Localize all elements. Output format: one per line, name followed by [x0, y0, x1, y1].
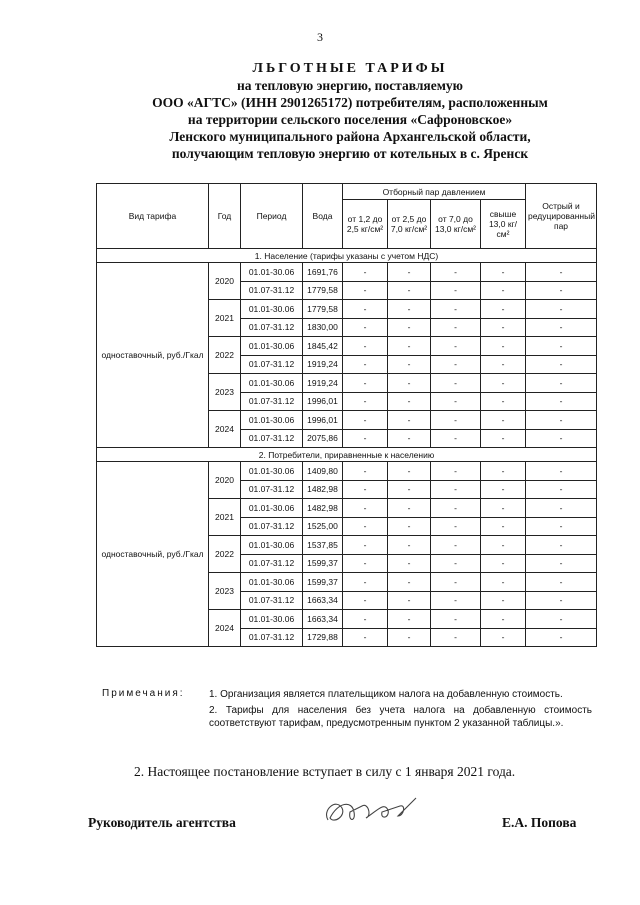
- empty-tariff-cell: -: [343, 462, 388, 481]
- water-tariff-cell: 1482,98: [303, 499, 343, 518]
- water-tariff-cell: 1599,37: [303, 554, 343, 573]
- water-tariff-cell: 1996,01: [303, 392, 343, 411]
- title-line-6: получающим тепловую энергию от котельных в с. Яренск: [171, 146, 529, 161]
- period-cell: 01.01-30.06: [241, 300, 303, 319]
- empty-tariff-cell: -: [526, 281, 597, 300]
- empty-tariff-cell: -: [526, 591, 597, 610]
- period-cell: 01.01-30.06: [241, 462, 303, 481]
- empty-tariff-cell: -: [388, 610, 431, 629]
- empty-tariff-cell: -: [431, 628, 481, 647]
- empty-tariff-cell: -: [388, 337, 431, 356]
- empty-tariff-cell: -: [526, 499, 597, 518]
- empty-tariff-cell: -: [343, 318, 388, 337]
- empty-tariff-cell: -: [343, 429, 388, 448]
- header-steam-group: Отборный пар давлением: [343, 184, 526, 200]
- water-tariff-cell: 1599,37: [303, 573, 343, 592]
- empty-tariff-cell: -: [388, 300, 431, 319]
- empty-tariff-cell: -: [343, 355, 388, 374]
- table-row: [97, 462, 597, 481]
- empty-tariff-cell: -: [343, 591, 388, 610]
- tariff-type-cell: одноставочный, руб./Гкал: [97, 462, 209, 647]
- year-cell: 2022: [209, 536, 241, 573]
- empty-tariff-cell: -: [481, 536, 526, 555]
- empty-tariff-cell: -: [388, 573, 431, 592]
- empty-tariff-cell: -: [431, 429, 481, 448]
- empty-tariff-cell: -: [481, 573, 526, 592]
- empty-tariff-cell: -: [481, 517, 526, 536]
- empty-tariff-cell: -: [431, 337, 481, 356]
- period-cell: 01.07-31.12: [241, 355, 303, 374]
- empty-tariff-cell: -: [526, 628, 597, 647]
- table-row: [97, 263, 597, 282]
- signatory-name: Е.А. Попова: [502, 815, 577, 830]
- water-tariff-cell: 1691,76: [303, 263, 343, 282]
- note-item: 2. Тарифы для населения без учета налога на добавленную стоимость соответствуют тарифам, предусмотренным пунктом 2 указанной таблицы.».: [209, 705, 592, 729]
- signatory-position: Руководитель агентства: [88, 815, 236, 830]
- header-tariff-type: Вид тарифа: [97, 184, 209, 249]
- water-tariff-cell: 1537,85: [303, 536, 343, 555]
- header-sharp-steam: Острый и редуцированный пар: [526, 184, 597, 249]
- empty-tariff-cell: -: [431, 355, 481, 374]
- empty-tariff-cell: -: [388, 392, 431, 411]
- empty-tariff-cell: -: [481, 480, 526, 499]
- empty-tariff-cell: -: [388, 536, 431, 555]
- empty-tariff-cell: -: [526, 300, 597, 319]
- empty-tariff-cell: -: [388, 429, 431, 448]
- title-line-1: ЛЬГОТНЫЕ ТАРИФЫ: [252, 61, 448, 76]
- empty-tariff-cell: -: [388, 411, 431, 430]
- period-cell: 01.07-31.12: [241, 554, 303, 573]
- empty-tariff-cell: -: [431, 610, 481, 629]
- empty-tariff-cell: -: [431, 554, 481, 573]
- empty-tariff-cell: -: [481, 374, 526, 393]
- empty-tariff-cell: -: [431, 300, 481, 319]
- period-cell: 01.01-30.06: [241, 573, 303, 592]
- water-tariff-cell: 1919,24: [303, 374, 343, 393]
- handwritten-signature: [318, 792, 428, 832]
- empty-tariff-cell: -: [526, 355, 597, 374]
- empty-tariff-cell: -: [431, 411, 481, 430]
- empty-tariff-cell: -: [388, 628, 431, 647]
- period-cell: 01.01-30.06: [241, 610, 303, 629]
- header-year: Год: [209, 184, 241, 249]
- title-line-4: на территории сельского поселения «Сафроновское»: [187, 112, 513, 127]
- empty-tariff-cell: -: [526, 480, 597, 499]
- empty-tariff-cell: -: [388, 517, 431, 536]
- empty-tariff-cell: -: [388, 281, 431, 300]
- empty-tariff-cell: -: [388, 318, 431, 337]
- empty-tariff-cell: -: [343, 337, 388, 356]
- empty-tariff-cell: -: [431, 536, 481, 555]
- empty-tariff-cell: -: [343, 536, 388, 555]
- empty-tariff-cell: -: [526, 392, 597, 411]
- empty-tariff-cell: -: [431, 318, 481, 337]
- empty-tariff-cell: -: [343, 517, 388, 536]
- empty-tariff-cell: -: [388, 499, 431, 518]
- empty-tariff-cell: -: [481, 263, 526, 282]
- section-header-row: [97, 448, 597, 462]
- empty-tariff-cell: -: [526, 337, 597, 356]
- water-tariff-cell: 1525,00: [303, 517, 343, 536]
- tariff-table: [96, 183, 597, 647]
- empty-tariff-cell: -: [526, 318, 597, 337]
- header-steam-2: от 2,5 до 7,0 кг/см²: [388, 200, 431, 249]
- year-cell: 2021: [209, 499, 241, 536]
- empty-tariff-cell: -: [388, 462, 431, 481]
- empty-tariff-cell: -: [343, 499, 388, 518]
- section-title: 2. Потребители, приравненные к населению: [97, 448, 597, 462]
- empty-tariff-cell: -: [526, 554, 597, 573]
- year-cell: 2024: [209, 610, 241, 647]
- period-cell: 01.01-30.06: [241, 536, 303, 555]
- year-cell: 2020: [209, 462, 241, 499]
- year-cell: 2020: [209, 263, 241, 300]
- water-tariff-cell: 1830,00: [303, 318, 343, 337]
- period-cell: 01.01-30.06: [241, 411, 303, 430]
- empty-tariff-cell: -: [481, 429, 526, 448]
- empty-tariff-cell: -: [481, 300, 526, 319]
- empty-tariff-cell: -: [481, 337, 526, 356]
- water-tariff-cell: 1845,42: [303, 337, 343, 356]
- section-title: 1. Население (тарифы указаны с учетом НДС): [97, 249, 597, 263]
- empty-tariff-cell: -: [481, 392, 526, 411]
- water-tariff-cell: 1779,58: [303, 281, 343, 300]
- year-cell: 2023: [209, 573, 241, 610]
- year-cell: 2023: [209, 374, 241, 411]
- title-line-3: ООО «АГТС» (ИНН 2901265172) потребителям, расположенным: [152, 95, 548, 110]
- header-water: Вода: [303, 184, 343, 249]
- header-period: Период: [241, 184, 303, 249]
- empty-tariff-cell: -: [343, 374, 388, 393]
- empty-tariff-cell: -: [388, 554, 431, 573]
- empty-tariff-cell: -: [526, 429, 597, 448]
- water-tariff-cell: 1663,34: [303, 591, 343, 610]
- empty-tariff-cell: -: [526, 411, 597, 430]
- empty-tariff-cell: -: [431, 591, 481, 610]
- empty-tariff-cell: -: [343, 392, 388, 411]
- empty-tariff-cell: -: [481, 355, 526, 374]
- empty-tariff-cell: -: [431, 499, 481, 518]
- period-cell: 01.07-31.12: [241, 591, 303, 610]
- empty-tariff-cell: -: [481, 411, 526, 430]
- empty-tariff-cell: -: [481, 462, 526, 481]
- empty-tariff-cell: -: [343, 411, 388, 430]
- empty-tariff-cell: -: [481, 610, 526, 629]
- notes-label: Примечания:: [102, 688, 185, 699]
- empty-tariff-cell: -: [343, 554, 388, 573]
- empty-tariff-cell: -: [388, 355, 431, 374]
- title-line-2: на тепловую энергию, поставляемую: [237, 78, 463, 93]
- empty-tariff-cell: -: [343, 573, 388, 592]
- period-cell: 01.07-31.12: [241, 517, 303, 536]
- empty-tariff-cell: -: [526, 374, 597, 393]
- period-cell: 01.01-30.06: [241, 499, 303, 518]
- water-tariff-cell: 1779,58: [303, 300, 343, 319]
- empty-tariff-cell: -: [388, 591, 431, 610]
- year-cell: 2022: [209, 337, 241, 374]
- empty-tariff-cell: -: [481, 318, 526, 337]
- water-tariff-cell: 1919,24: [303, 355, 343, 374]
- empty-tariff-cell: -: [388, 374, 431, 393]
- water-tariff-cell: 2075,86: [303, 429, 343, 448]
- period-cell: 01.07-31.12: [241, 628, 303, 647]
- water-tariff-cell: 1409,80: [303, 462, 343, 481]
- empty-tariff-cell: -: [343, 480, 388, 499]
- empty-tariff-cell: -: [343, 281, 388, 300]
- period-cell: 01.07-31.12: [241, 429, 303, 448]
- water-tariff-cell: 1996,01: [303, 411, 343, 430]
- empty-tariff-cell: -: [343, 300, 388, 319]
- empty-tariff-cell: -: [431, 374, 481, 393]
- empty-tariff-cell: -: [526, 573, 597, 592]
- empty-tariff-cell: -: [526, 610, 597, 629]
- empty-tariff-cell: -: [431, 281, 481, 300]
- empty-tariff-cell: -: [431, 517, 481, 536]
- header-steam-4: свыше 13,0 кг/см²: [481, 200, 526, 249]
- empty-tariff-cell: -: [431, 573, 481, 592]
- note-item: 1. Организация является плательщиком налога на добавленную стоимость.: [209, 689, 563, 700]
- empty-tariff-cell: -: [343, 263, 388, 282]
- water-tariff-cell: 1663,34: [303, 610, 343, 629]
- period-cell: 01.07-31.12: [241, 480, 303, 499]
- empty-tariff-cell: -: [481, 554, 526, 573]
- document-title: [60, 60, 640, 162]
- empty-tariff-cell: -: [431, 263, 481, 282]
- period-cell: 01.07-31.12: [241, 281, 303, 300]
- page-number: 3: [317, 30, 323, 44]
- empty-tariff-cell: -: [388, 263, 431, 282]
- header-steam-3: от 7,0 до 13,0 кг/см²: [431, 200, 481, 249]
- empty-tariff-cell: -: [431, 480, 481, 499]
- empty-tariff-cell: -: [343, 610, 388, 629]
- empty-tariff-cell: -: [526, 536, 597, 555]
- empty-tariff-cell: -: [388, 480, 431, 499]
- title-line-5: Ленского муниципального района Архангельской области,: [169, 129, 531, 144]
- period-cell: 01.07-31.12: [241, 392, 303, 411]
- empty-tariff-cell: -: [343, 628, 388, 647]
- empty-tariff-cell: -: [481, 628, 526, 647]
- period-cell: 01.01-30.06: [241, 374, 303, 393]
- year-cell: 2024: [209, 411, 241, 448]
- empty-tariff-cell: -: [526, 517, 597, 536]
- year-cell: 2021: [209, 300, 241, 337]
- empty-tariff-cell: -: [481, 591, 526, 610]
- period-cell: 01.07-31.12: [241, 318, 303, 337]
- water-tariff-cell: 1482,98: [303, 480, 343, 499]
- empty-tariff-cell: -: [431, 392, 481, 411]
- section-header-row: [97, 249, 597, 263]
- empty-tariff-cell: -: [526, 263, 597, 282]
- water-tariff-cell: 1729,88: [303, 628, 343, 647]
- effective-date-clause: 2. Настоящее постановление вступает в силу с 1 января 2021 года.: [134, 764, 516, 779]
- empty-tariff-cell: -: [481, 281, 526, 300]
- tariff-type-cell: одноставочный, руб./Гкал: [97, 263, 209, 448]
- period-cell: 01.01-30.06: [241, 337, 303, 356]
- empty-tariff-cell: -: [431, 462, 481, 481]
- empty-tariff-cell: -: [481, 499, 526, 518]
- empty-tariff-cell: -: [526, 462, 597, 481]
- period-cell: 01.01-30.06: [241, 263, 303, 282]
- header-steam-1: от 1,2 до 2,5 кг/см²: [343, 200, 388, 249]
